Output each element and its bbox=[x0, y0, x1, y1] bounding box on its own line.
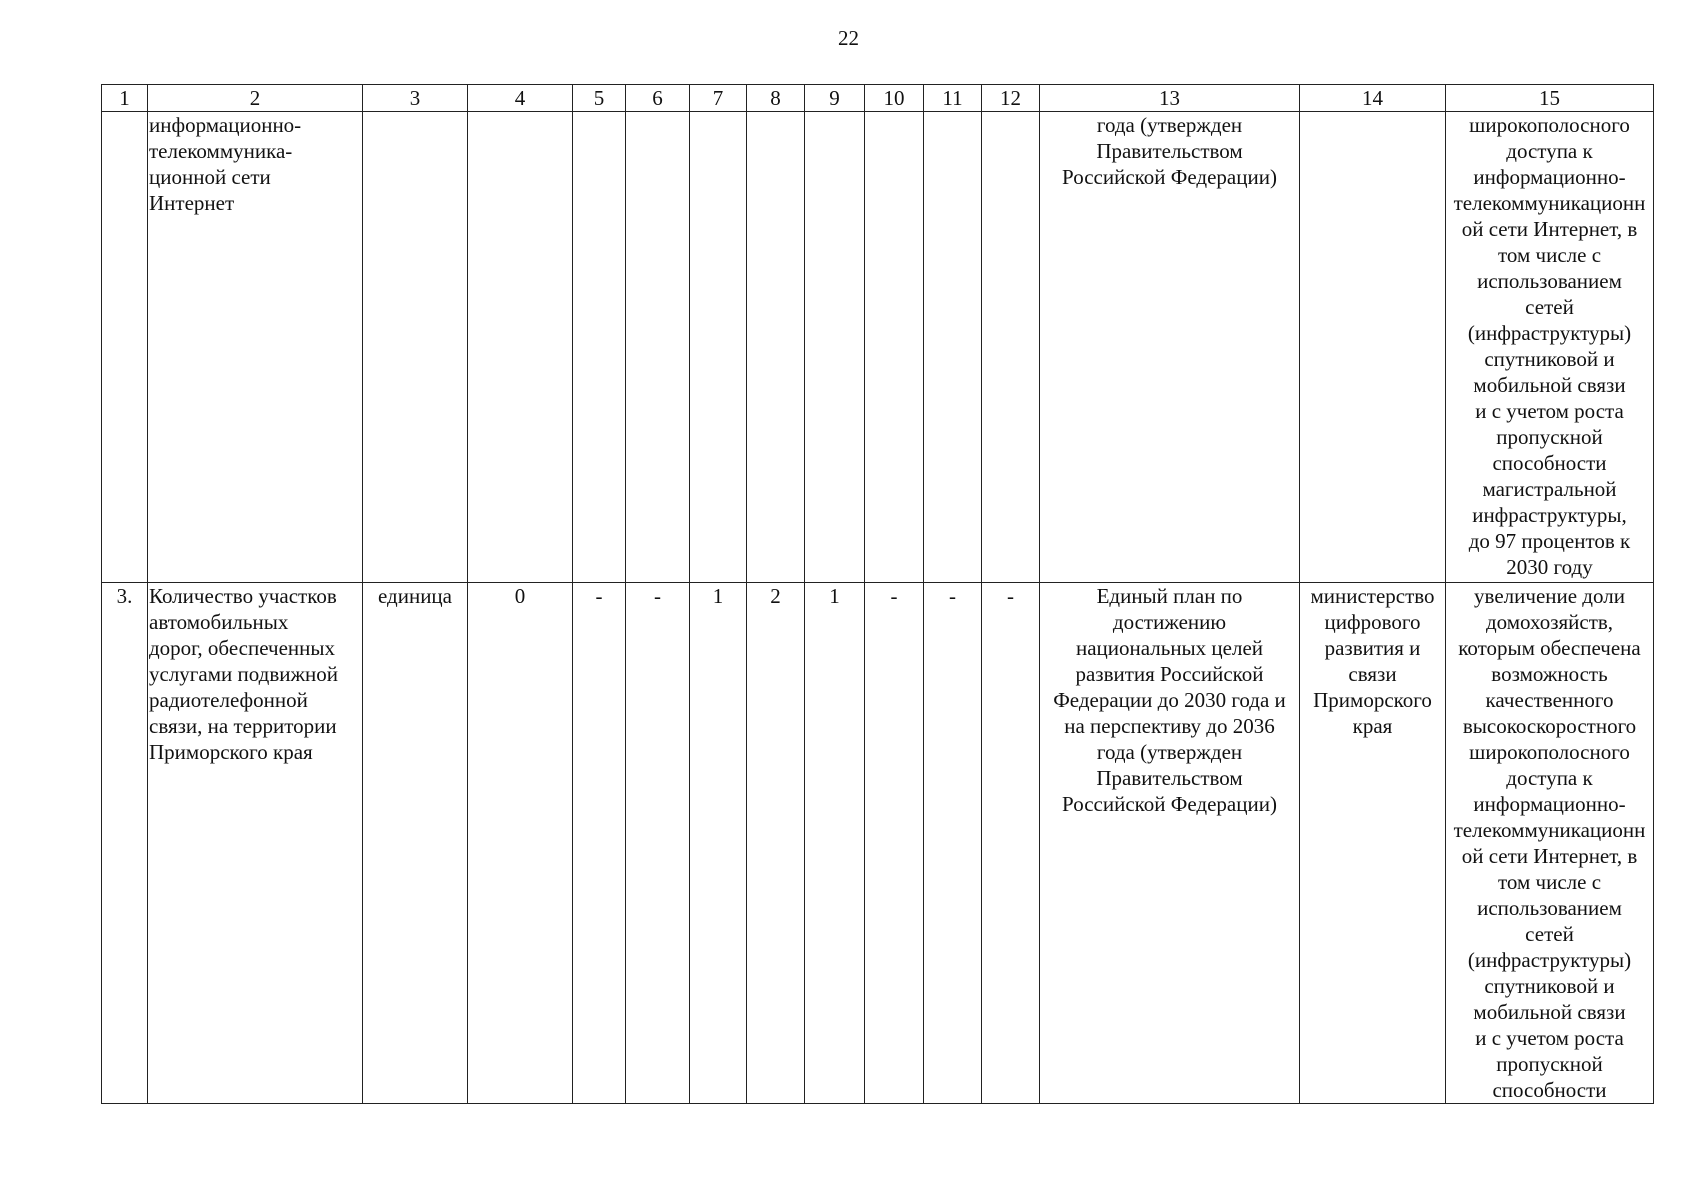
text-line: ой сети Интернет, в bbox=[1461, 844, 1638, 868]
column-number: 9 bbox=[805, 85, 865, 112]
year-value-cell bbox=[805, 112, 865, 583]
year-value-cell bbox=[690, 112, 747, 583]
text-line: ой сети Интернет, в bbox=[1461, 217, 1638, 241]
column-number: 14 bbox=[1300, 85, 1446, 112]
text-line: высокоскоростного bbox=[1462, 714, 1637, 738]
text-line: телекоммуникационн bbox=[1453, 191, 1646, 215]
text-line: Российской Федерации) bbox=[1062, 165, 1277, 189]
text-line: связи bbox=[1348, 662, 1397, 686]
indicators-table bbox=[101, 84, 1654, 1104]
result-cell bbox=[1446, 112, 1654, 583]
column-number: 13 bbox=[1040, 85, 1300, 112]
text-line: мобильной связи bbox=[1473, 1000, 1626, 1024]
text-line: 2030 году bbox=[1506, 555, 1593, 579]
year-value-cell bbox=[982, 112, 1040, 583]
column-number: 12 bbox=[982, 85, 1040, 112]
page-number: 22 bbox=[838, 26, 859, 50]
text-line: инфраструктуры, bbox=[1472, 503, 1627, 527]
year-value-cell bbox=[573, 112, 626, 583]
text-line: сетей bbox=[1525, 295, 1574, 319]
text-line: Единый план по bbox=[1096, 584, 1243, 608]
text-line: года (утвержден bbox=[1096, 740, 1243, 764]
table-row bbox=[102, 112, 1654, 583]
text-line: Федерации до 2030 года и bbox=[1053, 688, 1286, 712]
text-line: министерство bbox=[1310, 584, 1435, 608]
text-line: Интернет bbox=[149, 191, 235, 215]
column-number-row bbox=[102, 85, 1654, 112]
responsible-cell bbox=[1300, 583, 1446, 1104]
text-line: Приморского bbox=[1313, 688, 1432, 712]
year-value-cell bbox=[865, 112, 924, 583]
text-line: национальных целей bbox=[1075, 636, 1264, 660]
text-line: Правительством bbox=[1096, 766, 1243, 790]
text-line: развития Российской bbox=[1075, 662, 1264, 686]
base-value-cell: 0 bbox=[468, 583, 573, 1104]
text-line: до 97 процентов к bbox=[1468, 529, 1631, 553]
base-value-cell bbox=[468, 112, 573, 583]
column-number: 4 bbox=[468, 85, 573, 112]
text-line: том числе с bbox=[1497, 870, 1602, 894]
table-row bbox=[102, 583, 1654, 1104]
text-line: доступа к bbox=[1506, 766, 1593, 790]
text-line: цифрового bbox=[1324, 610, 1421, 634]
column-number: 15 bbox=[1446, 85, 1654, 112]
text-line: Правительством bbox=[1096, 139, 1243, 163]
text-line: использованием bbox=[1477, 896, 1622, 920]
text-line: края bbox=[1352, 714, 1393, 738]
text-line: сетей bbox=[1525, 922, 1574, 946]
document-cell bbox=[1040, 583, 1300, 1104]
text-line: ционной сети bbox=[149, 165, 271, 189]
text-line: доступа к bbox=[1506, 139, 1593, 163]
text-line: способности bbox=[1492, 1078, 1607, 1102]
result-cell bbox=[1446, 583, 1654, 1104]
row-number-cell bbox=[102, 112, 148, 583]
indicator-name-cell bbox=[148, 112, 363, 583]
text-line: домохозяйств, bbox=[1485, 610, 1614, 634]
text-line: которым обеспечена bbox=[1458, 636, 1641, 660]
text-line: дорог, обеспеченных bbox=[149, 636, 336, 660]
text-line: том числе с bbox=[1497, 243, 1602, 267]
text-line: мобильной связи bbox=[1473, 373, 1626, 397]
unit-cell: единица bbox=[363, 583, 468, 1104]
year-value-cell: 1 bbox=[805, 583, 865, 1104]
column-number: 7 bbox=[690, 85, 747, 112]
document-cell bbox=[1040, 112, 1300, 583]
text-line: информационно- bbox=[149, 113, 302, 137]
text-line: радиотелефонной bbox=[149, 688, 308, 712]
text-line: на перспективу до 2036 bbox=[1064, 714, 1275, 738]
column-number: 5 bbox=[573, 85, 626, 112]
year-value-cell: 2 bbox=[747, 583, 805, 1104]
text-line: информационно- bbox=[1473, 165, 1626, 189]
text-line: и с учетом роста bbox=[1475, 1026, 1624, 1050]
unit-cell bbox=[363, 112, 468, 583]
year-value-cell: - bbox=[573, 583, 626, 1104]
column-number: 1 bbox=[102, 85, 148, 112]
row-number-cell: 3. bbox=[102, 583, 148, 1104]
text-line: Приморского края bbox=[149, 740, 313, 764]
text-line: пропускной bbox=[1496, 425, 1603, 449]
year-value-cell bbox=[626, 112, 690, 583]
text-line: информационно- bbox=[1473, 792, 1626, 816]
text-line: магистральной bbox=[1482, 477, 1617, 501]
year-value-cell: 1 bbox=[690, 583, 747, 1104]
text-line: автомобильных bbox=[149, 610, 289, 634]
column-number: 3 bbox=[363, 85, 468, 112]
year-value-cell: - bbox=[626, 583, 690, 1104]
indicator-name-cell bbox=[148, 583, 363, 1104]
text-line: качественного bbox=[1485, 688, 1614, 712]
text-line: (инфраструктуры) bbox=[1467, 948, 1632, 972]
column-number: 11 bbox=[924, 85, 982, 112]
text-line: увеличение доли bbox=[1474, 584, 1625, 608]
text-line: возможность bbox=[1491, 662, 1608, 686]
text-line: связи, на территории bbox=[149, 714, 337, 738]
year-value-cell bbox=[747, 112, 805, 583]
text-line: Количество участков bbox=[149, 584, 337, 608]
text-line: услугами подвижной bbox=[149, 662, 338, 686]
text-line: телекоммуникационн bbox=[1453, 818, 1646, 842]
text-line: спутниковой и bbox=[1484, 974, 1615, 998]
text-line: широкополосного bbox=[1469, 113, 1630, 137]
year-value-cell: - bbox=[924, 583, 982, 1104]
column-number: 6 bbox=[626, 85, 690, 112]
year-value-cell bbox=[924, 112, 982, 583]
column-number: 2 bbox=[148, 85, 363, 112]
text-line: телекоммуника- bbox=[149, 139, 293, 163]
text-line: широкополосного bbox=[1469, 740, 1630, 764]
responsible-cell bbox=[1300, 112, 1446, 583]
text-line: пропускной bbox=[1496, 1052, 1603, 1076]
text-line: использованием bbox=[1477, 269, 1622, 293]
text-line: спутниковой и bbox=[1484, 347, 1615, 371]
year-value-cell: - bbox=[865, 583, 924, 1104]
text-line: способности bbox=[1492, 451, 1607, 475]
column-number: 10 bbox=[865, 85, 924, 112]
text-line: и с учетом роста bbox=[1475, 399, 1624, 423]
text-line: достижению bbox=[1112, 610, 1227, 634]
text-line: развития и bbox=[1324, 636, 1421, 660]
text-line: (инфраструктуры) bbox=[1467, 321, 1632, 345]
column-number: 8 bbox=[747, 85, 805, 112]
year-value-cell: - bbox=[982, 583, 1040, 1104]
text-line: Российской Федерации) bbox=[1062, 792, 1277, 816]
text-line: года (утвержден bbox=[1096, 113, 1243, 137]
